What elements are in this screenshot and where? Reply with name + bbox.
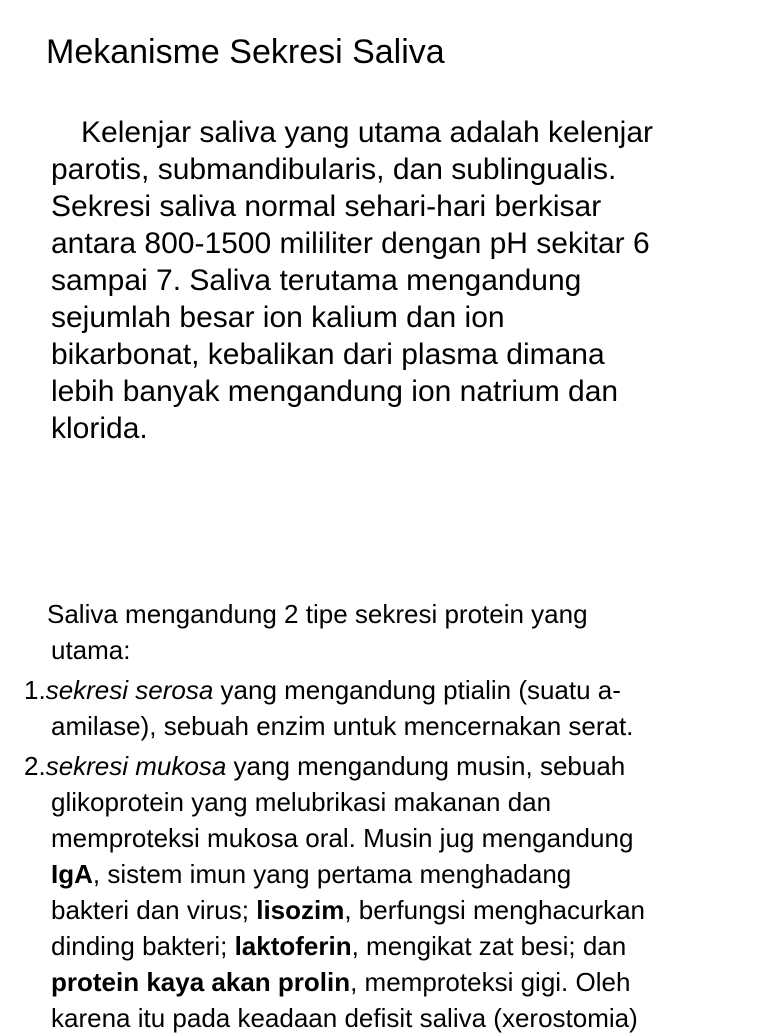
- protein-secretion-section: [0, 596, 768, 1036]
- paragraph-line: lebih banyak mengandung ion natrium dan: [51, 375, 619, 408]
- list-item-text: , sistem imun yang pertama menghadang: [92, 859, 572, 889]
- list-item-line: [0, 856, 768, 892]
- list-item-line: memproteksi mukosa oral. Musin jug mengandung: [51, 823, 634, 853]
- term-iga: IgA: [51, 859, 93, 889]
- list-number: 2.: [24, 751, 46, 781]
- paragraph-line: Kelenjar saliva yang utama adalah kelenjar: [81, 116, 654, 149]
- list-item-line: [0, 748, 768, 784]
- paragraph-kelenjar-saliva: [51, 114, 751, 447]
- list-number: 1.: [24, 675, 46, 705]
- paragraph-line: klorida.: [51, 412, 148, 445]
- paragraph-line: sejumlah besar ion kalium dan ion: [51, 301, 505, 334]
- term-lisozim: lisozim: [256, 895, 345, 925]
- paragraph-line: Sekresi saliva normal sehari-hari berkisar: [51, 190, 602, 223]
- list-item-text: , memproteksi gigi. Oleh: [350, 967, 631, 997]
- list-item-line: [0, 964, 768, 1000]
- list-item-serosa: [0, 672, 768, 744]
- list-item-text: , mengikat zat besi; dan: [351, 931, 627, 961]
- list-item-text: bakteri dan virus;: [51, 895, 257, 925]
- list-item-line: karena itu pada keadaan defisit saliva (xerostomia): [51, 1003, 638, 1033]
- term-protein-prolin: protein kaya akan prolin: [51, 967, 351, 997]
- list-item-line: amilase), sebuah enzim untuk mencernakan serat.: [51, 711, 634, 741]
- paragraph-line: parotis, submandibularis, dan sublingualis.: [51, 153, 617, 186]
- paragraph-line: bikarbonat, kebalikan dari plasma dimana: [51, 338, 605, 371]
- list-item-text: yang mengandung musin, sebuah: [226, 751, 626, 781]
- paragraph-line: sampai 7. Saliva terutama mengandung: [51, 264, 582, 297]
- term-mukosa: sekresi mukosa: [45, 751, 227, 781]
- list-item-text: yang mengandung ptialin (suatu a-: [213, 675, 621, 705]
- term-laktoferin: laktoferin: [234, 931, 352, 961]
- list-item-text: dinding bakteri;: [51, 931, 235, 961]
- list-item-line: [0, 892, 768, 928]
- paragraph-line: antara 800-1500 mililiter dengan pH sekitar 6: [51, 227, 650, 260]
- intro-line: utama:: [51, 635, 131, 665]
- list-item-line: glikoprotein yang melubrikasi makanan dan: [51, 787, 552, 817]
- list-item-line: [0, 928, 768, 964]
- page-title: Mekanisme Sekresi Saliva: [46, 33, 445, 71]
- list-item-text: , berfungsi menghacurkan: [344, 895, 645, 925]
- list-item-line: [0, 672, 768, 708]
- list-item-mukosa: [0, 748, 768, 1036]
- intro-line: Saliva mengandung 2 tipe sekresi protein yang: [47, 599, 588, 629]
- term-serosa: sekresi serosa: [45, 675, 214, 705]
